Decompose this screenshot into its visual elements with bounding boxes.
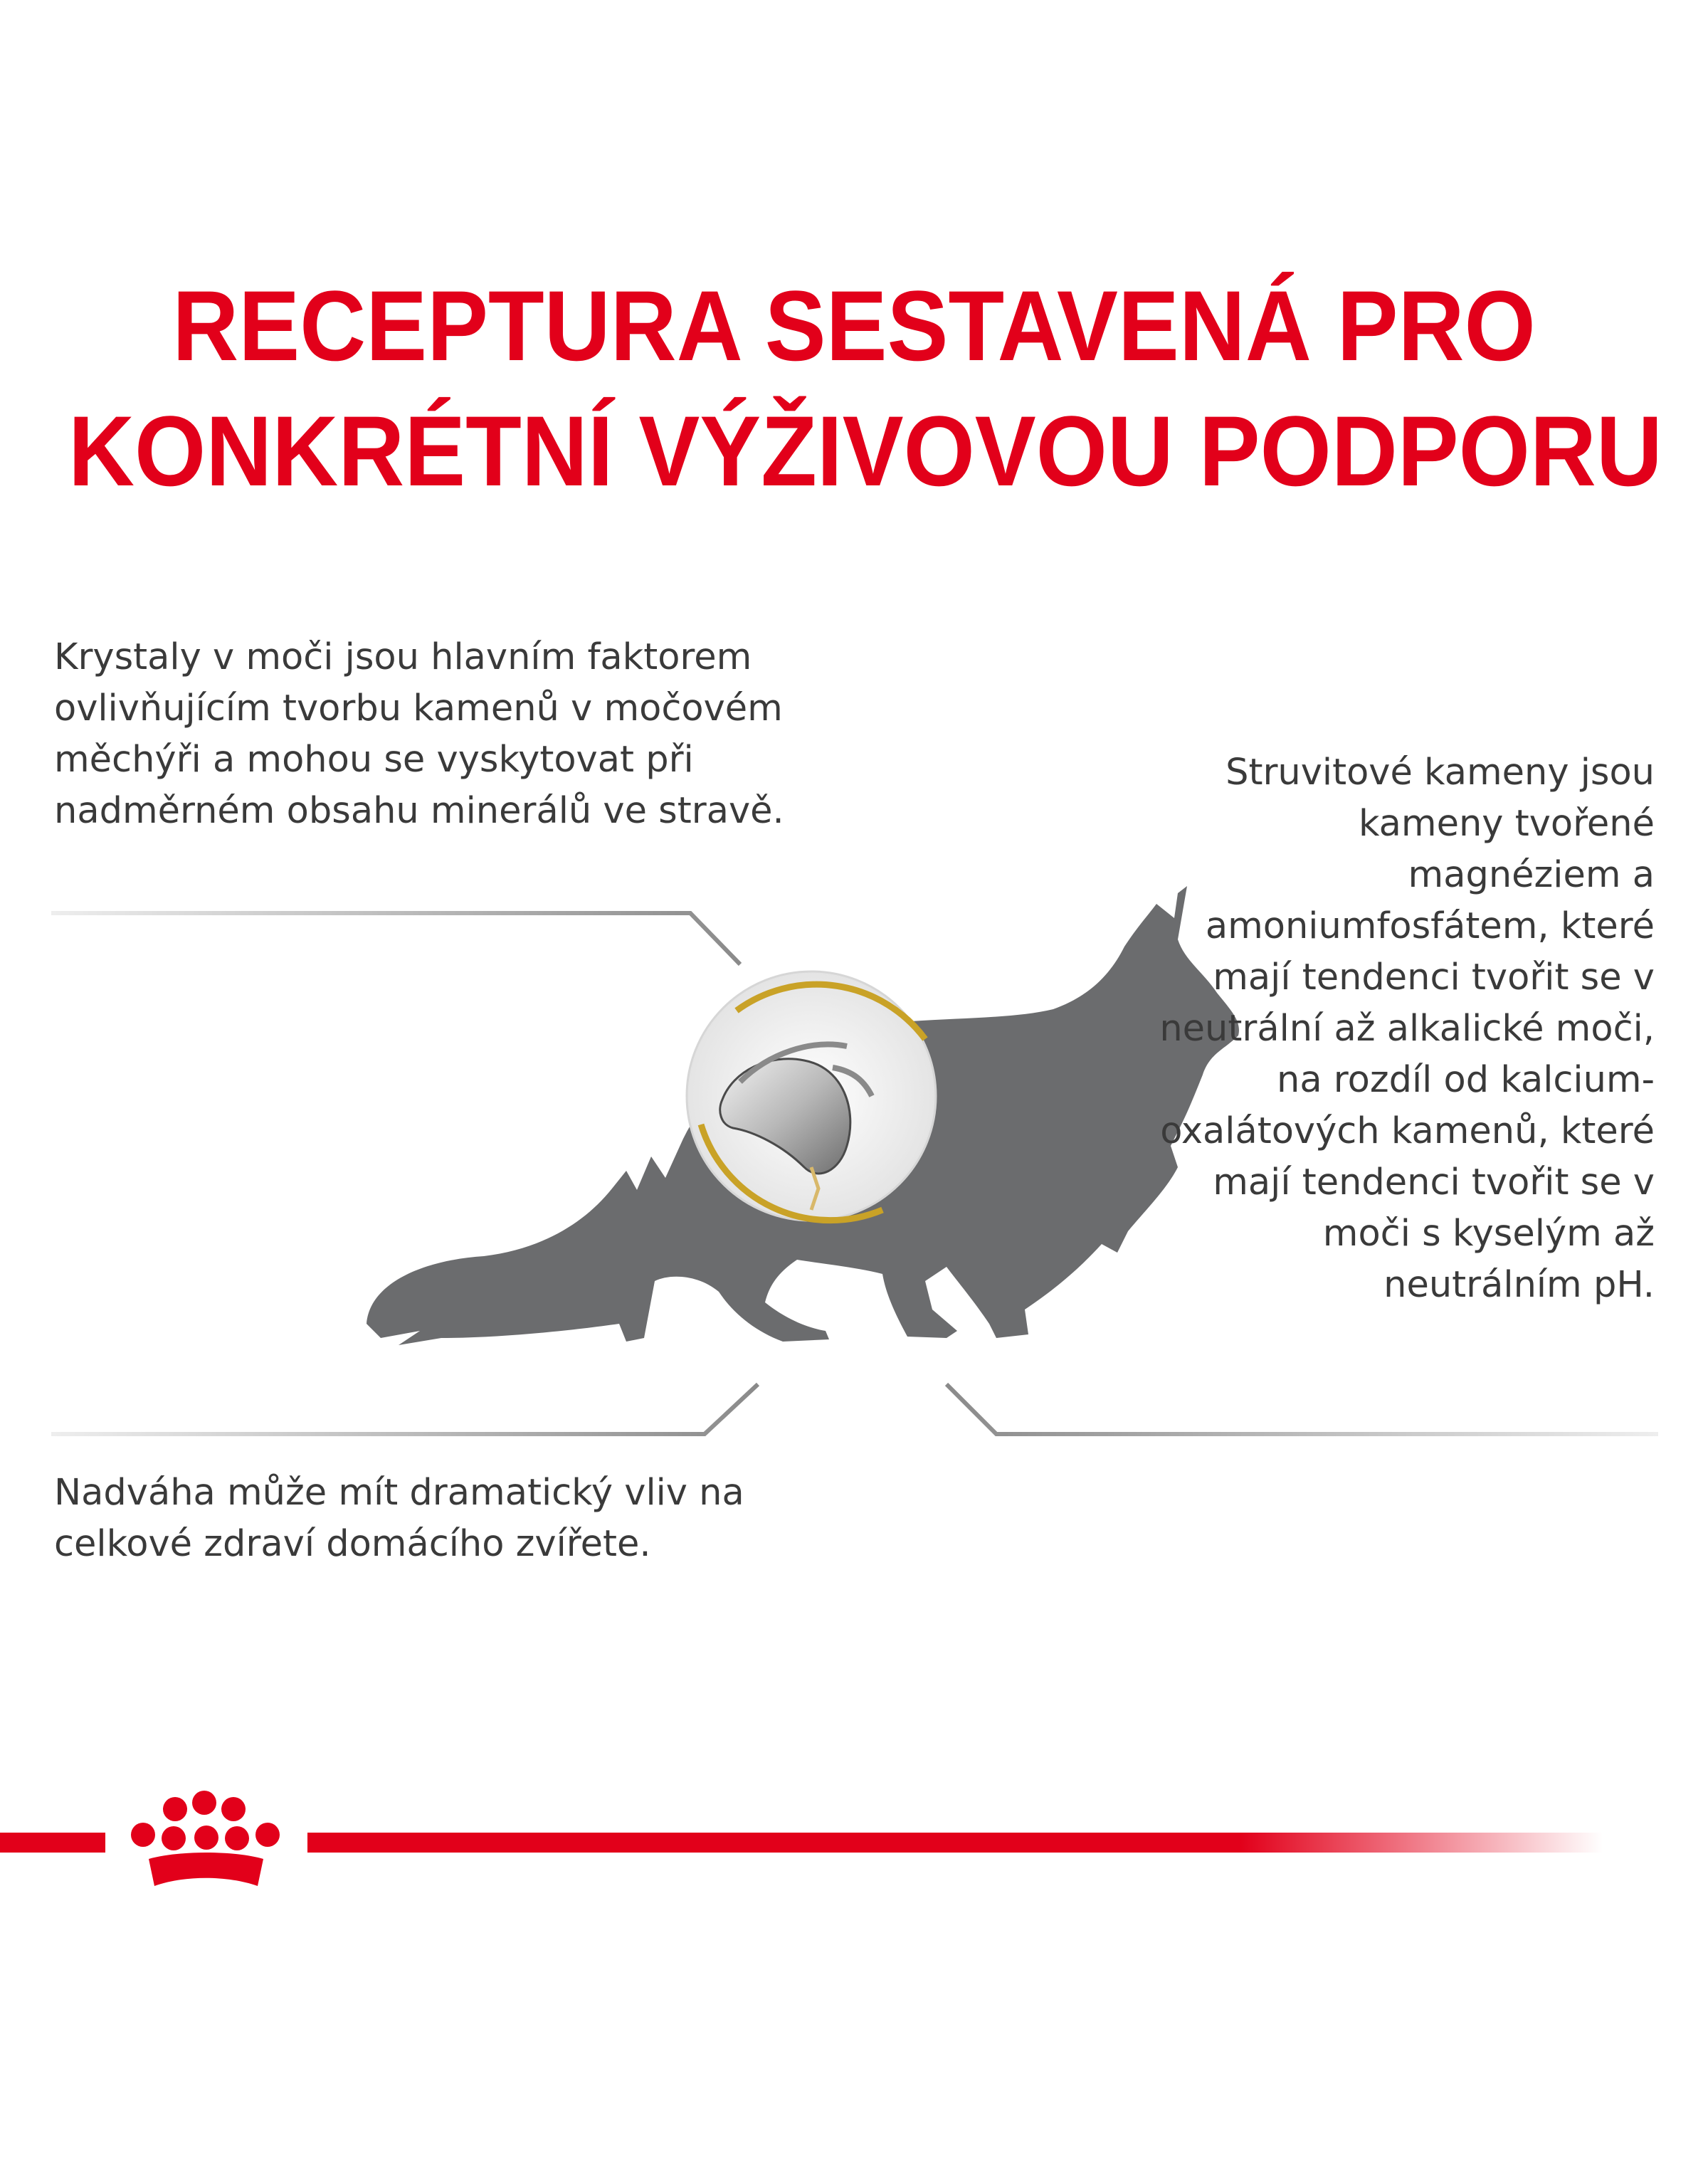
benefit-crystals-text: Krystaly v moči jsou hlavním faktorem ovlivňujícím tvorbu kamenů v močovém měchýři a mohou se vyskytovat při nadměrném obsahu minerálů ve stravě. <box>54 636 784 832</box>
callout-line-top-left <box>51 913 740 964</box>
headline-line-2: KONKRÉTNÍ VÝŽIVOVOU PODPORU <box>68 395 1662 507</box>
benefit-struvite-text: Struvitové kameny jsou kameny tvořené magnéziem a amoniumfosfátem, které mají tendenci tvořit se v neutrální až alkalické moči, na rozdíl od kalcium-oxalátových kamenů, které mají tendenci tvořit se v moči s kyselým až neutrálním pH. <box>1159 752 1655 1306</box>
royal-canin-crown-logo <box>131 1791 280 1886</box>
benefit-weight-text: Nadváha může mít dramatický vliv na celkové zdraví domácího zvířete. <box>54 1472 744 1565</box>
headline-line-1: RECEPTURA SESTAVENÁ PRO <box>172 270 1536 381</box>
callout-line-bottom-left <box>51 1384 758 1434</box>
page-headline <box>68 263 1662 514</box>
callout-line-bottom-right <box>947 1384 1658 1434</box>
